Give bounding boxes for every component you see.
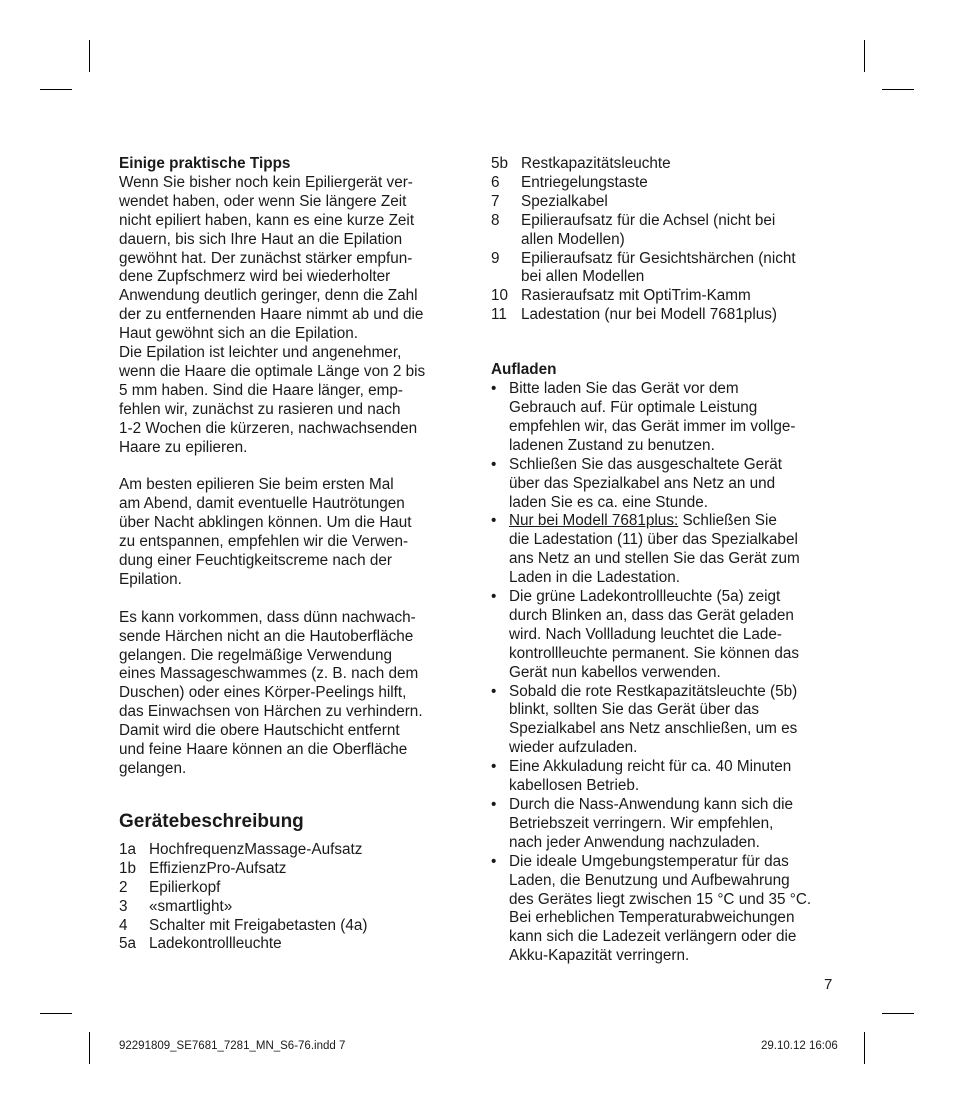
part-number: 6: [491, 173, 500, 191]
parts-list-item: [119, 879, 464, 898]
parts-list-right: [491, 155, 841, 325]
part-label: Epilieraufsatz für Gesichtshärchen (nicht bei allen Modellen: [521, 249, 796, 286]
bullet-icon: •: [491, 380, 497, 398]
tips-paragraph-2: Am besten epilieren Sie beim ersten Mal am Abend, damit eventuelle Hautrötungen über Nacht abklingen können. Um die Haut zu entspannen, empfehlen wir die Verwen- dung einer Feuchtigkeitscreme nach der Epilation.: [119, 476, 412, 588]
parts-list-item: [491, 212, 841, 250]
bullet-text: Durch die Nass-Anwendung kann sich die Betriebszeit verringern. Wir empfehlen, nach jeder Anwendung nachzuladen.: [509, 796, 794, 851]
page-number: 7: [824, 976, 833, 993]
part-label: Rasieraufsatz mit OptiTrim-Kamm: [521, 287, 751, 305]
part-label: Entriegelungstaste: [521, 173, 648, 191]
part-label: HochfrequenzMassage-Aufsatz: [149, 840, 363, 858]
footer-file-name: 92291809_SE7681_7281_MN_S6-76.indd 7: [119, 1040, 346, 1052]
part-label: Epilieraufsatz für die Achsel (nicht bei allen Modellen): [521, 211, 776, 248]
bullet-item: [491, 683, 841, 759]
bullet-icon: •: [491, 455, 497, 473]
part-number: 5a: [119, 935, 137, 953]
bullet-icon: •: [491, 588, 497, 606]
crop-mark: [40, 1013, 72, 1014]
footer-date: 29.10.12 16:06: [761, 1040, 838, 1052]
bullet-text: Bitte laden Sie das Gerät vor dem Gebrauch auf. Für optimale Leistung empfehlen wir, das Gerät immer im vollge- ladenen Zustand zu benutzen.: [509, 380, 796, 454]
part-number: 7: [491, 192, 500, 210]
parts-list-item: [491, 174, 841, 193]
bullet-item: [491, 588, 841, 683]
section-title-device-description: Gerätebeschreibung: [119, 810, 304, 832]
tips-paragraph-1: Wenn Sie bisher noch kein Epiliergerät ver- wendet haben, oder wenn Sie längere Zeit nicht epiliert haben, kann es eine kurze Zeit dauern, bis sich Ihre Haut an die Epilation gewöhnt hat. Der zunächst stärker empfun- dene Zupfschmerz wird bei wiederholter Anwendung deutlich geringer, denn die Zahl der zu entfernenden Haare nimmt ab und die Haut gewöhnt sich an die Epilation. Die Epilation ist leichter und angenehmer, wenn die Haare die optimale Länge von 2 bis 5 mm haben. Sind die Haare länger, emp- fehlen wir, zunächst zu rasieren und nach 1-2 Wochen die kürzeren, nachwachsenden Haare zu epilieren.: [119, 173, 426, 456]
parts-list-item: [491, 155, 841, 174]
bullet-icon: •: [491, 796, 497, 813]
crop-mark: [40, 89, 72, 90]
bullet-item: [491, 512, 841, 588]
crop-mark: [89, 40, 90, 72]
bullet-item: [491, 796, 841, 853]
part-number: 5b: [491, 155, 509, 172]
part-number: 1b: [119, 859, 137, 877]
part-label: Restkapazitätsleuchte: [521, 155, 671, 172]
part-number: 2: [119, 878, 128, 896]
tips-paragraph-3: Es kann vorkommen, dass dünn nachwach- sende Härchen nicht an die Hautoberfläche gelangen. Die regelmäßige Verwendung eines Massageschwammes (z. B. nach dem Duschen) oder eines Körper-Peelings hilft, das Einwachsen von Härchen zu verhindern. Damit wird die obere Hautschicht entfernt und feine Haare können an die Oberfläche gelangen.: [119, 608, 423, 777]
part-number: 10: [491, 287, 509, 305]
parts-list-left: [119, 841, 464, 954]
crop-mark: [89, 1032, 90, 1064]
right-column: [491, 155, 841, 966]
part-label: «smartlight»: [149, 897, 233, 915]
part-number: 9: [491, 249, 500, 267]
parts-list-item: [119, 935, 464, 954]
bullet-item: [491, 456, 841, 513]
bullet-item: [491, 853, 841, 966]
parts-list-item: [119, 841, 464, 860]
left-column: [119, 155, 464, 954]
charging-heading: Aufladen: [491, 361, 557, 379]
charging-bullet-list: [491, 380, 841, 966]
part-number: 4: [119, 916, 128, 934]
crop-mark: [864, 1032, 865, 1064]
bullet-text: [509, 512, 841, 588]
part-number: 11: [491, 306, 507, 324]
part-number: 1a: [119, 840, 137, 858]
bullet-icon: •: [491, 512, 497, 530]
part-label: Ladestation (nur bei Modell 7681plus): [521, 306, 777, 324]
crop-mark: [882, 1013, 914, 1014]
tips-heading: Einige praktische Tipps: [119, 155, 291, 172]
part-label: Schalter mit Freigabetasten (4a): [149, 916, 368, 934]
bullet-text: Eine Akkuladung reicht für ca. 40 Minuten kabellosen Betrieb.: [509, 758, 792, 795]
parts-list-item: [119, 917, 464, 936]
parts-list-item: [491, 287, 841, 306]
part-label: EffizienzPro-Aufsatz: [149, 859, 287, 877]
bullet-item: [491, 380, 841, 456]
part-label: Epilierkopf: [149, 878, 221, 896]
part-number: 8: [491, 211, 500, 229]
model-note: Nur bei Modell 7681plus:: [509, 512, 679, 530]
crop-mark: [882, 89, 914, 90]
bullet-icon: •: [491, 682, 497, 700]
crop-mark: [864, 40, 865, 72]
bullet-text: Die ideale Umgebungstemperatur für das Laden, die Benutzung und Aufbewahrung des Gerätes liegt zwischen 15 °C und 35 °C. Bei erheblichen Temperaturabweichungen kann sich die Ladezeit verlängern oder die Akku-Kapazität verringern.: [509, 852, 812, 965]
part-label: Spezialkabel: [521, 192, 608, 210]
bullet-item: [491, 758, 841, 796]
bullet-text-rest: Schließen Sie die Ladestation (11) über das Spezialkabel ans Netz an und stellen Sie das Gerät zum Laden in die Ladestation.: [509, 512, 800, 587]
bullet-text: Sobald die rote Restkapazitätsleuchte (5b) blinkt, sollten Sie das Gerät über das Spezialkabel ans Netz anschließen, um es wieder aufzuladen.: [509, 682, 798, 757]
bullet-text: Die grüne Ladekontrollleuchte (5a) zeigt durch Blinken an, dass das Gerät geladen wird. Nach Vollladung leuchtet die Lade- kontrollleuchte permanent. Sie können das Gerät nun kabellos verwenden.: [509, 588, 799, 681]
part-number: 3: [119, 897, 128, 915]
bullet-text: Schließen Sie das ausgeschaltete Gerät über das Spezialkabel ans Netz an und laden Sie es ca. eine Stunde.: [509, 455, 782, 511]
part-label: Ladekontrollleuchte: [149, 935, 282, 953]
parts-list-item: [491, 193, 841, 212]
parts-list-item: [119, 860, 464, 879]
bullet-icon: •: [491, 852, 497, 870]
parts-list-item: [119, 898, 464, 917]
bullet-icon: •: [491, 758, 497, 776]
parts-list-item: [491, 306, 841, 325]
parts-list-item: [491, 250, 841, 288]
